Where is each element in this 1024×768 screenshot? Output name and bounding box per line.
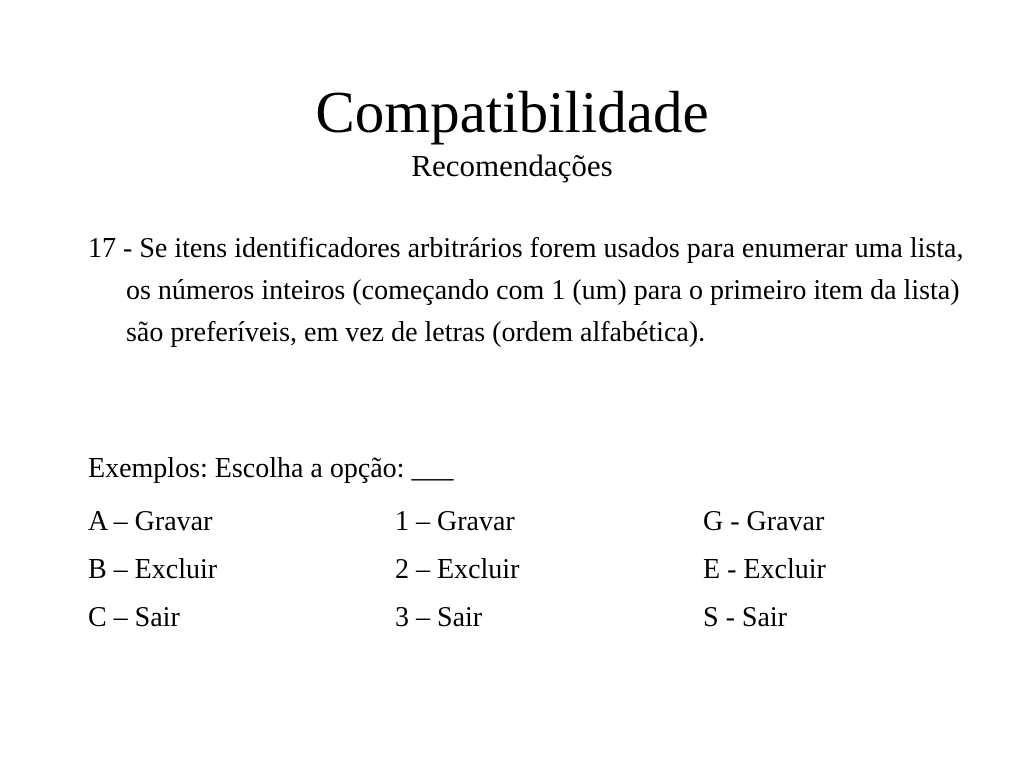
option-letter: B – Excluir xyxy=(88,554,218,585)
options-row xyxy=(88,546,938,594)
slide-subtitle: Recomendações xyxy=(411,148,613,183)
options-row xyxy=(88,498,938,546)
option-mnemonic: E - Excluir xyxy=(703,554,826,585)
option-number: 2 – Excluir xyxy=(395,554,520,585)
title-block xyxy=(0,78,1024,184)
option-mnemonic: S - Sair xyxy=(703,602,787,633)
options-table xyxy=(88,498,938,642)
recommendation-text: 17 - Se itens identificadores arbitrários forem usados para enumerar uma lista, os números inteiros (começando com 1 (um) para o primeiro item da lista) são preferíveis, em vez de letras (ordem alfabética). xyxy=(88,233,964,348)
option-letter: C – Sair xyxy=(88,602,180,633)
examples-label: Exemplos: Escolha a opção: ___ xyxy=(88,453,454,484)
option-number: 3 – Sair xyxy=(395,602,483,633)
options-row xyxy=(88,594,938,642)
option-mnemonic: G - Gravar xyxy=(703,506,825,537)
option-number: 1 – Gravar xyxy=(395,506,515,537)
option-letter: A – Gravar xyxy=(88,506,213,537)
slide-title: Compatibilidade xyxy=(315,79,709,145)
